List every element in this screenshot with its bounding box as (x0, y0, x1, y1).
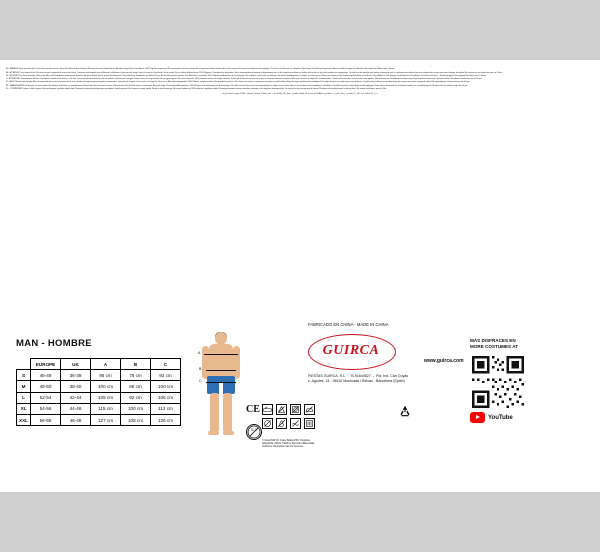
hang-dry-icon (304, 418, 315, 429)
youtube-title (470, 338, 594, 350)
cell-c: 112 cm (151, 403, 181, 414)
no-fire-icon (276, 418, 287, 429)
cell-b: 108 cm (121, 414, 151, 425)
recycle-icon (398, 404, 412, 418)
figure-leg-right (223, 393, 232, 433)
cell-b: 100 cm (121, 403, 151, 414)
youtube-button[interactable] (470, 412, 513, 423)
cell-b: 86 cm (121, 381, 151, 392)
table-header-row (17, 359, 181, 370)
company-polygon: Pol. Ind. Can Cuyàs (376, 374, 409, 378)
care-row-2 (262, 418, 318, 429)
warning-paragraph-de: DE - ACHTUNG! Von Feuer fernhalten. Nicht in der Nähe von Wärmequellen aufbewahren. Bewahren Sie dieses Etikett bitte für spätere Rückfragen auf. Waschanleitung: Handwäsche mit kaltem Wasser. Auf der Wäscheleine trocknen. Kein Bleichmittel verwenden. 100% Polyester mit Ausnahme der Verzierungen. Wir empfehlen, das Kostüm vor Gebrauch mit einem Dampfbügeleisen zu bügeln, um eine bessere Wirkung zu erzielen und die Verpackungsknitterfalten zu entfernen. Dieser Artikel ist nicht geeignet als Nachtwäsche. Plastiktüten von Kindern fernhalten — Erstickungsgefahr. Nicht geeignet für Kinder unter 14 Jahren. (6, 74, 487, 77)
company-name-line: FIESTAS GUIRCA, S.L. - B-91640827 - Pol. Ind. Can Cuyàs (308, 374, 409, 378)
cell-b: 92 cm (121, 392, 151, 403)
do-not-wring-glyph (291, 419, 300, 428)
col-b: B (121, 359, 151, 370)
cell-a: 127 cm (91, 414, 121, 425)
size-label: S (17, 370, 31, 381)
hand-wash-icon (262, 404, 273, 415)
warning-paragraph-it: IT - ATTENZIONE! Tenere lontano dal fuoco. Non adatto a bambini di età inferiore a 14 anni. Conservare questa etichetta per ulteriori verifiche. Istruzioni per il lavaggio: Lavare a mano e in acqua fredda. Far asciugare appeso. Non usare sbiancanti. 100% poliestere ad eccezione degli ornamenti. Si consiglia di stirare il costume con un ferro a vapore per ottenere un migliore effetto e per eliminare le pieghe del confezionamento. Questo articolo non deve essere portato come pigiama. I plastici/sacchi non dovrebbero consentire a giocar fgio di giochino indossando il presente articolo. Non adatto ai bambini di meno di 14 anni. (6, 78, 483, 80)
company-address (308, 374, 478, 384)
measure-label-c: C (199, 379, 202, 383)
qr-code[interactable] (472, 356, 524, 408)
care-instructions (262, 404, 318, 448)
care-row-1 (262, 404, 318, 415)
cell-a: 100 cm (91, 381, 121, 392)
cell-uk: 44-46 (61, 403, 91, 414)
do-not-iron-glyph (305, 405, 314, 414)
size-label: XXL (17, 414, 31, 425)
warning-paragraph-pl: PL - OSTRZEŻENIE! Trzymać z dala od ognia. Nie przechowywać w pobliżu źródeł ciepła. Zachowaj tę etykietę do późniejszego sprawdzenia. Instrukcja prania: Prać ręcznie w zimnej wodzie. Suszyć w stanie wiszącym. Nie używać wybielaczy. 100% poliester z wyjątkiem ozdób. Zalecamy prasowanie kostiumu żelazkiem parowym w celu uzyskania lepszego efektu. Ten artykuł nie jest przeznaczony do spania. Plastikowe torby należy trzymać z dala od dzieci. Nie nadaje się dla dzieci poniżej 14 lat. (6, 87, 387, 90)
table-row (17, 403, 181, 414)
figure-shorts (207, 376, 235, 394)
website-url[interactable]: www.guirca.com (424, 358, 464, 364)
measure-line-a (204, 354, 238, 355)
measure-label-b: B (199, 367, 202, 371)
cell-c: 106 cm (151, 392, 181, 403)
youtube-line-2: MORE COSTUMES AT (470, 344, 518, 349)
warning-paragraph-pt: PT - AVISO! Manter longe do fogo. Não está apropriado para crianças menores de 14 anos. Guarde esta etiqueta para posteriores comprovações. Instruções de lavagem: Lavar à mão e em água fria. Secar ao ar. Não utilizar branqueador. 100% Poliéster, excepto os efeitos. Recomendamos passar o fato a ferro com um ferro a vapor para conseguir um melhor efeito e limpar de rugas resultantes da embalagem. Este artigo não deve ser usado como roupa de dormir. Os plásticos/sacos devem ser mantidos longe das crianças para evitar o perigo de asfixia. Não adequado para crianças menores de 14 anos. (6, 81, 471, 84)
page-title: MAN - HOMBRE (16, 338, 92, 349)
cell-uk: 42-44 (61, 392, 91, 403)
age-14-glyph (247, 425, 261, 439)
cell-c: 100 cm (151, 381, 181, 392)
recycle-glyph (398, 404, 412, 418)
warning-paragraph-ar: تحذير! إلا تستعمل قرب النار. لا تحفظ قرب مصادر الحرارة. احتفظ بهذه البطاقة للمراجعة لاحقا. تعليمات الغسيل: يغسل باليد وبالماء البارد. ينشر معلقا. لا تستعمل المبيضات. 100% بوليستر باستثناء الزينة. (221, 92, 379, 95)
do-not-dry-clean-icon (262, 418, 273, 429)
size-label: XL (17, 403, 31, 414)
cell-europe: 48-50 (31, 381, 61, 392)
col-europe: EUROPE (31, 359, 61, 370)
youtube-label: YouTube (488, 414, 513, 421)
hand-wash-glyph (263, 405, 272, 414)
size-label: L (17, 392, 31, 403)
cell-c: 92 cm (151, 370, 181, 381)
table-row (17, 381, 181, 392)
figure-arm-left (202, 346, 209, 379)
measurement-figure (198, 332, 244, 450)
do-not-bleach-icon (276, 404, 287, 415)
company-street: c. Aguiles, 14 - 08110 Montcada i Reixac - Barcelona (Spain) (308, 379, 405, 383)
cell-europe: 56-58 (31, 414, 61, 425)
warning-paragraph-fr: FR - ATTENTION! Tenir éloigné du feu. Ne conservez pas à proximité de sources de chaleur. Conservez cette étiquette pour d'ultérieures vérifications. Instructions de lavage: Laver à la main et à l'eau froide. Sécher pendu. Ne pas utiliser de blanchissant. 100% Polyester à l'exception des décorations. Nous recommandons de repasser le déguisement avec un fer à vapeur pour obtenir un meilleur effet et ôter les plis créés pendant son empaquetage. Cet article ne doit pas être porté comme vêtement de nuit. Les plastiques/sacs doivent être tenus éloignés des enfants pour éviter le danger d'asphyxie. Ne convient pas aux enfants de moins de 14 ans. (6, 71, 503, 74)
size-chart-table (16, 358, 181, 426)
do-not-tumble-dry-icon (290, 404, 301, 415)
cell-europe: 52-54 (31, 392, 61, 403)
svg-text:0-3: 0-3 (251, 427, 257, 432)
cell-c: 126 cm (151, 414, 181, 425)
made-in-text: FABRICADO EN CHINA - MADE IN CHINA (308, 322, 389, 327)
cell-a: 115 cm (91, 403, 121, 414)
logo-text: GUIRCA (322, 343, 380, 358)
cell-uk: 38-40 (61, 381, 91, 392)
do-not-wring-icon (290, 418, 301, 429)
youtube-line-1: MÁS DISFRACES EN (470, 338, 516, 343)
label-sheet (0, 60, 600, 492)
col-a: A (91, 359, 121, 370)
measure-line-c (206, 382, 236, 383)
warnings-block (6, 66, 594, 306)
company-name: FIESTAS GUIRCA, S.L. (308, 374, 347, 378)
lower-section (0, 312, 600, 492)
brand-logo (308, 334, 394, 368)
warnings-text (6, 66, 594, 95)
figure-foot-left (208, 431, 219, 435)
warning-paragraph-es: ES - ¡ADVERTENCIA! Mantener alejado del fuego. No conservar cerca de fuentes de calor. Guarda esta etiqueta para posteriores comprobaciones. Instrucciones de lavado: Lavar a mano y en agua fría. Secar colgando. No usar blanqueador. 100% Poliéster con excepción de los adornos. Recomendamos planchar el disfraz con una plancha de vapor para conseguir un mejor efecto y limpiar de arrugas resultantes del empaquetado. Este artículo no tiene que ser considerado como un juguete. Los plásticos/bolsas deben alejarse de niños para evitar el peligro de asfixia. No adecuado para niños menores de 14 años. (6, 66, 478, 67)
company-cif: B-91640827 (351, 374, 371, 378)
cell-a: 95 cm (91, 370, 121, 381)
warning-paragraph-nl: NL - WAARSCHUWING! Uit de buurt van vuur houden. Niet bewaren in de buurt van warmtebronnen. Bewaar dit etiket voor latere controles. Wasinstructies: Met de hand wassen in koud water. Hangend drogen. Geen bleekmiddel gebruiken. 100% Polyester met uitzondering van de versieringen. Wij raden aan het kostuum met een stoomstrijkijzer te strijken voor een beter effect en om kreuken van de verpakking te verwijderen. Dit artikel mag niet als nachtkleding worden gedragen. Plastic zakken buiten bereik van kinderen houden i.v.m. verstikkingsgevaar. Niet geschikt voor kinderen jonger dan 14 jaar. (6, 84, 468, 87)
do-not-tumble-dry-glyph (291, 405, 300, 414)
figure-arm-right (233, 346, 240, 379)
age-14-icon (246, 424, 262, 440)
col-c: C (151, 359, 181, 370)
figure-foot-right (223, 431, 234, 435)
cell-uk: 36-38 (61, 370, 91, 381)
cell-europe: 46-48 (31, 370, 61, 381)
do-not-dry-clean-glyph (263, 419, 272, 428)
measure-label-a: A (198, 351, 201, 355)
warning-paragraph-en: EN - WARNING! Keep away from fire. Do not store near heat sources. Keep this label for further checking. Washing instructions: Hand wash in cold water. Hang to dry. Do not bleach. 100% Polyester except trims. We recommend to iron the costume with a steam iron to obtain a better effect and to remove the creases resulting from the packaging. This item is not to be worn as sleepwear. Plastic bags should be kept away from children to avoid the danger of suffocation. Not suitable for children under 14 years. (6, 68, 395, 71)
cell-b: 76 cm (121, 370, 151, 381)
no-fire-glyph (277, 419, 286, 428)
col-uk: UK (61, 359, 91, 370)
figure-leg-left (210, 393, 219, 433)
ce-mark: CE (246, 404, 260, 415)
youtube-icon (470, 412, 485, 423)
measure-line-b (206, 370, 236, 371)
size-col-spacer (17, 359, 31, 370)
do-not-bleach-glyph (277, 405, 286, 414)
table-row (17, 370, 181, 381)
qr-code-glyph (472, 356, 524, 408)
size-label: M (17, 381, 31, 392)
hang-dry-glyph (305, 419, 314, 428)
recycling-note: © Ciuta P&P 2/I. Ciuta, Budca PPA. Periodos, Adjustable, PECS, Plastica, Recuditu differentiate Verifica le disposizioni del tuo Comune. (262, 439, 315, 448)
figure-torso (209, 344, 233, 378)
cell-uk: 46-48 (61, 414, 91, 425)
table-row (17, 414, 181, 425)
youtube-panel[interactable] (470, 338, 594, 458)
table-row (17, 392, 181, 403)
cell-a: 105 cm (91, 392, 121, 403)
cell-europe: 54-56 (31, 403, 61, 414)
do-not-iron-icon (304, 404, 315, 415)
